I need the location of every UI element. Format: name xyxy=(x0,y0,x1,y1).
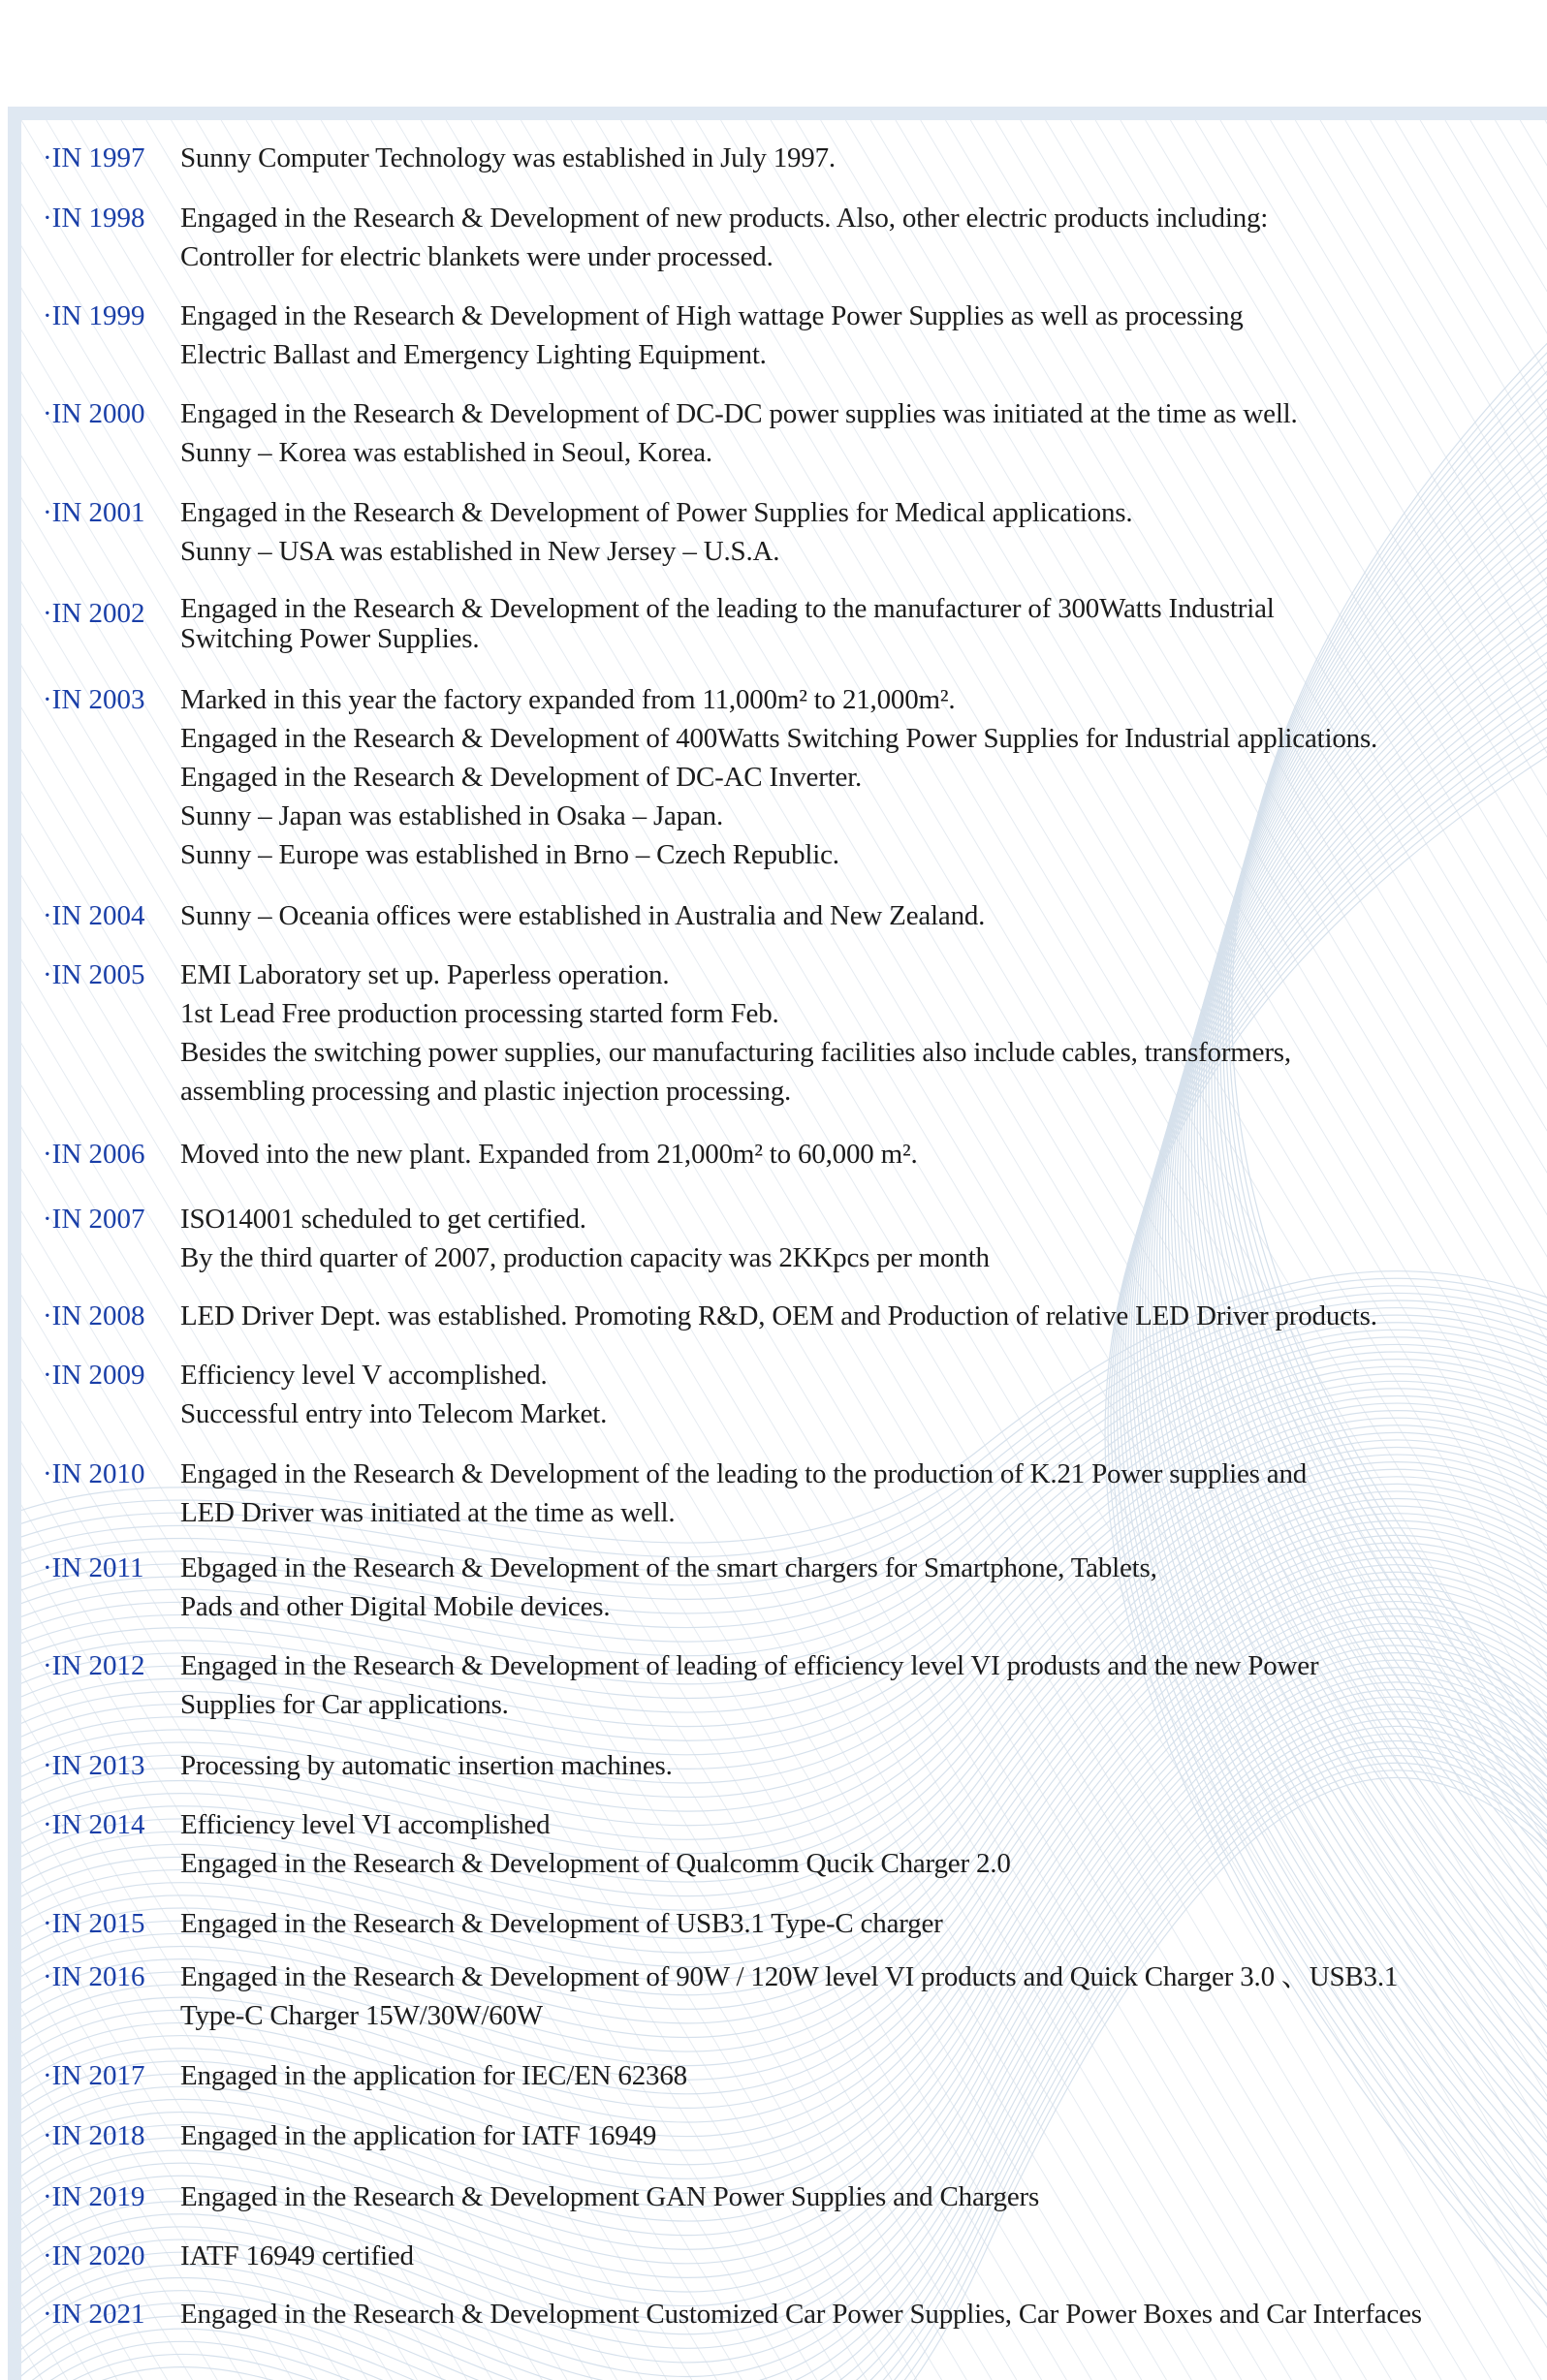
entry-text: Sunny – Japan was established in Osaka – Japan. xyxy=(180,800,724,831)
entry-text: 1st Lead Free production processing started form Feb. xyxy=(180,998,779,1029)
entry-text: Sunny Computer Technology was established in July 1997. xyxy=(180,142,836,173)
entry-text: Engaged in the Research & Development of the leading to the production of K.21 Power supplies and xyxy=(180,1458,1308,1489)
entry-text: Engaged in the Research & Development of 400Watts Switching Power Supplies for Industrial applications. xyxy=(180,723,1378,754)
entry-text: Electric Ballast and Emergency Lighting Equipment. xyxy=(180,339,767,370)
entry-text: Engaged in the Research & Development GAN Power Supplies and Chargers xyxy=(180,2181,1040,2212)
entry-year: ·IN 2020 xyxy=(43,2240,145,2271)
entry-year: ·IN 2010 xyxy=(43,1458,145,1489)
entry-text: Successful entry into Telecom Market. xyxy=(180,1398,608,1429)
entry-text: Sunny – USA was established in New Jersey – U.S.A. xyxy=(180,536,780,567)
entry-text: Engaged in the Research & Development of DC-AC Inverter. xyxy=(180,762,863,793)
entry-year: ·IN 1997 xyxy=(43,142,145,173)
entry-year: ·IN 2005 xyxy=(43,959,145,990)
entry-text: Supplies for Car applications. xyxy=(180,1689,509,1720)
entry-year: ·IN 2003 xyxy=(43,684,145,715)
entry-text: Engaged in the application for IEC/EN 62368 xyxy=(180,2060,687,2091)
entry-text: Efficiency level V accomplished. xyxy=(180,1360,548,1391)
entry-text: Pads and other Digital Mobile devices. xyxy=(180,1591,611,1622)
entry-text: Engaged in the Research & Development of leading of efficiency level VI produsts and the new Power xyxy=(180,1650,1319,1681)
entry-text: Processing by automatic insertion machines. xyxy=(180,1750,673,1781)
entry-text: LED Driver was initiated at the time as well. xyxy=(180,1497,676,1528)
entry-year: ·IN 2011 xyxy=(43,1552,144,1583)
entry-text: Ebgaged in the Research & Development of the smart chargers for Smartphone, Tablets, xyxy=(180,1552,1157,1583)
background-hatch-line xyxy=(21,120,92,2380)
entry-year: ·IN 2009 xyxy=(43,1360,145,1391)
entry-text: Marked in this year the factory expanded from 11,000m² to 21,000m². xyxy=(180,684,956,715)
entry-text: Sunny – Europe was established in Brno – Czech Republic. xyxy=(180,839,839,870)
entry-year: ·IN 2007 xyxy=(43,1204,145,1235)
entry-text: EMI Laboratory set up. Paperless operation. xyxy=(180,959,670,990)
entry-year: ·IN 2018 xyxy=(43,2120,145,2151)
entry-year: ·IN 2006 xyxy=(43,1139,145,1170)
entry-text: Engaged in the Research & Development of Qualcomm Qucik Charger 2.0 xyxy=(180,1848,1011,1879)
entry-year: ·IN 1999 xyxy=(43,300,145,331)
entry-text: Engaged in the Research & Development of High wattage Power Supplies as well as processing xyxy=(180,300,1244,331)
entry-text: assembling processing and plastic injection processing. xyxy=(180,1076,792,1107)
entry-text: IATF 16949 certified xyxy=(180,2240,414,2271)
entry-text: LED Driver Dept. was established. Promoting R&D, OEM and Production of relative LED Driver products. xyxy=(180,1300,1377,1331)
entry-text: Engaged in the Research & Development of new products. Also, other electric products including: xyxy=(180,203,1269,234)
entry-text: Sunny – Korea was established in Seoul, Korea. xyxy=(180,437,712,468)
entry-year: ·IN 2017 xyxy=(43,2060,145,2091)
entry-text: Besides the switching power supplies, our manufacturing facilities also include cables, transformers, xyxy=(180,1037,1291,1068)
entry-text: By the third quarter of 2007, production capacity was 2KKpcs per month xyxy=(180,1242,990,1273)
entry-year: ·IN 2000 xyxy=(43,398,145,429)
entry-text: ISO14001 scheduled to get certified. xyxy=(180,1204,586,1235)
entry-text: Engaged in the Research & Development Customized Car Power Supplies, Car Power Boxes and Car Interfaces xyxy=(180,2299,1422,2330)
entry-text: Engaged in the Research & Development of Power Supplies for Medical applications. xyxy=(180,497,1133,528)
entry-text: Engaged in the application for IATF 16949 xyxy=(180,2120,657,2151)
entry-year: ·IN 2019 xyxy=(43,2181,145,2212)
entry-year: ·IN 2016 xyxy=(43,1961,145,1992)
entry-year: ·IN 2013 xyxy=(43,1750,145,1781)
entry-year: ·IN 2014 xyxy=(43,1809,145,1840)
entry-text: Switching Power Supplies. xyxy=(180,623,480,654)
entry-year: ·IN 2012 xyxy=(43,1650,145,1681)
entry-year: ·IN 2001 xyxy=(43,497,145,528)
entry-text: Efficiency level VI accomplished xyxy=(180,1809,551,1840)
entry-year: ·IN 2021 xyxy=(43,2299,145,2330)
entry-text: Engaged in the Research & Development of the leading to the manufacturer of 300Watts Industrial xyxy=(180,593,1275,624)
entry-text: Engaged in the Research & Development of DC-DC power supplies was initiated at the time as well. xyxy=(180,398,1298,429)
entry-text: Type-C Charger 15W/30W/60W xyxy=(180,2000,543,2031)
entry-text: Engaged in the Research & Development of USB3.1 Type-C charger xyxy=(180,1908,943,1939)
entry-text: Moved into the new plant. Expanded from 21,000m² to 60,000 m². xyxy=(180,1139,918,1170)
entry-year: ·IN 2015 xyxy=(43,1908,145,1939)
entry-year: ·IN 2004 xyxy=(43,900,145,931)
entry-text: Controller for electric blankets were under processed. xyxy=(180,241,774,272)
entry-year: ·IN 2002 xyxy=(43,598,145,629)
entry-text: Engaged in the Research & Development of 90W / 120W level VI products and Quick Charger 3.0 、USB3.1 xyxy=(180,1961,1399,1992)
entry-year: ·IN 2008 xyxy=(43,1300,145,1331)
entry-text: Sunny – Oceania offices were established in Australia and New Zealand. xyxy=(180,900,986,931)
entry-year: ·IN 1998 xyxy=(43,203,145,234)
